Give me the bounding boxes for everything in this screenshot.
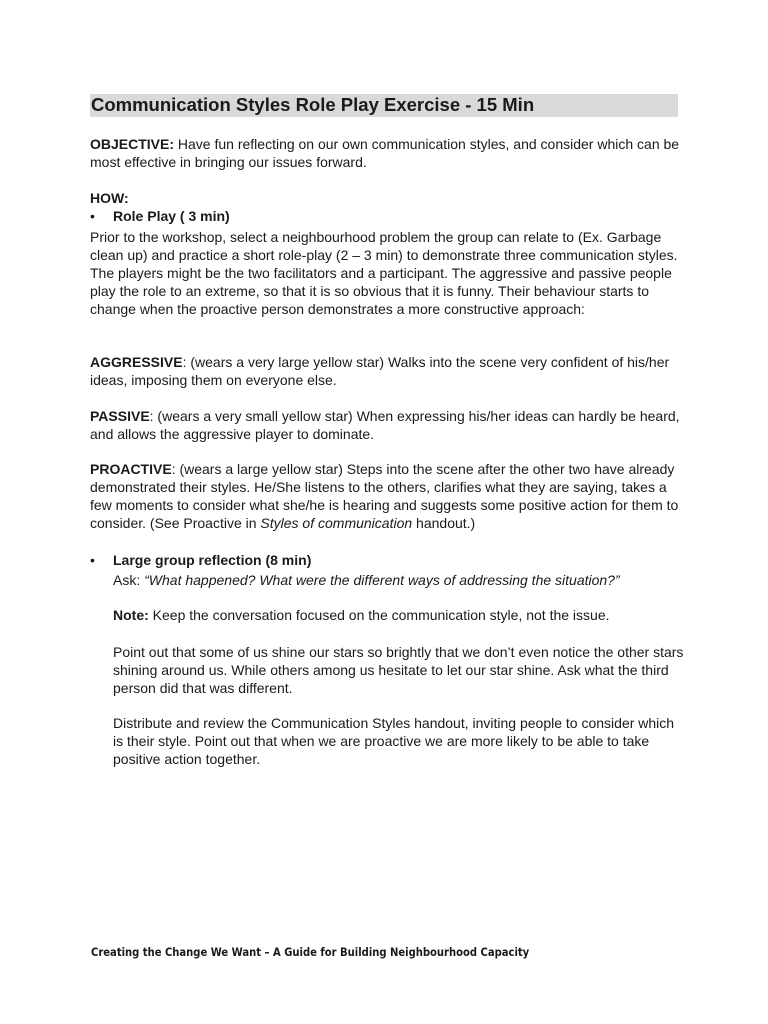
note-line — [113, 606, 685, 624]
ask-quote: “What happened? What were the different ways of addressing the situation?” — [144, 572, 620, 588]
role-play-heading: Role Play ( 3 min) — [113, 208, 230, 224]
proactive-text-end: handout.) — [412, 515, 476, 531]
reflection-heading: Large group reflection (8 min) — [113, 552, 312, 568]
page-footer: Creating the Change We Want – A Guide for Building Neighbourhood Capacity — [91, 945, 530, 959]
bullet-icon: • — [90, 552, 95, 568]
reflection-paragraph-2: Distribute and review the Communication Styles handout, inviting people to consider which is their style. Point out that when we are proactive we are more likely to be able to take positive action together. — [113, 715, 675, 767]
objective-label: OBJECTIVE: — [90, 136, 175, 152]
passive-label: PASSIVE — [90, 408, 150, 424]
note-label: Note: — [113, 607, 149, 623]
reflection-paragraph-1: Point out that some of us shine our stars so brightly that we don’t even notice the other stars shining around us. While others among us hesitate to let our star shine. Ask what the third person did that was different. — [113, 644, 684, 696]
bullet-role-play — [90, 207, 230, 225]
proactive-text: : (wears a large yellow star) Steps into the scene after the other two have already demonstrated their styles. He/She listens to the others, clarifies what they are saying, takes a few moments to consider what she/he is hearing and suggests some positive action for them to consider. (See Proactive in — [90, 461, 679, 531]
note-text: Keep the conversation focused on the communication style, not the issue. — [148, 607, 610, 623]
objective-paragraph — [90, 135, 682, 171]
aggressive-text: : (wears a very large yellow star) Walks into the scene very confident of his/her ideas, imposing them on everyone else. — [90, 354, 670, 388]
aggressive-label: AGGRESSIVE — [90, 354, 183, 370]
objective-text: Have fun reflecting on our own communication styles, and consider which can be most effective in bringing our issues forward. — [90, 136, 680, 170]
proactive-italic: Styles of communication — [260, 515, 413, 531]
role-play-paragraph: Prior to the workshop, select a neighbourhood problem the group can relate to (Ex. Garbage clean up) and practice a short role-play (2 – 3 min) to demonstrate three communication styles. The players might be the two facilitators and a participant. The aggressive and passive people play the role to an extreme, so that it is so obvious that it is funny. Their behaviour starts to change when the proactive person demonstrates a more constructive approach: — [90, 229, 678, 317]
bullet-reflection — [90, 551, 311, 569]
passive-paragraph — [90, 407, 682, 443]
proactive-paragraph — [90, 460, 682, 532]
ask-label: Ask: — [113, 572, 145, 588]
page-title: Communication Styles Role Play Exercise - 15 Min — [91, 94, 535, 115]
ask-line — [113, 571, 685, 589]
proactive-label: PROACTIVE — [90, 461, 172, 477]
passive-text: : (wears a very small yellow star) When expressing his/her ideas can hardly be heard, and allows the aggressive player to dominate. — [90, 408, 680, 442]
aggressive-paragraph — [90, 353, 682, 389]
how-label: HOW: — [90, 190, 129, 206]
bullet-icon: • — [90, 208, 95, 224]
